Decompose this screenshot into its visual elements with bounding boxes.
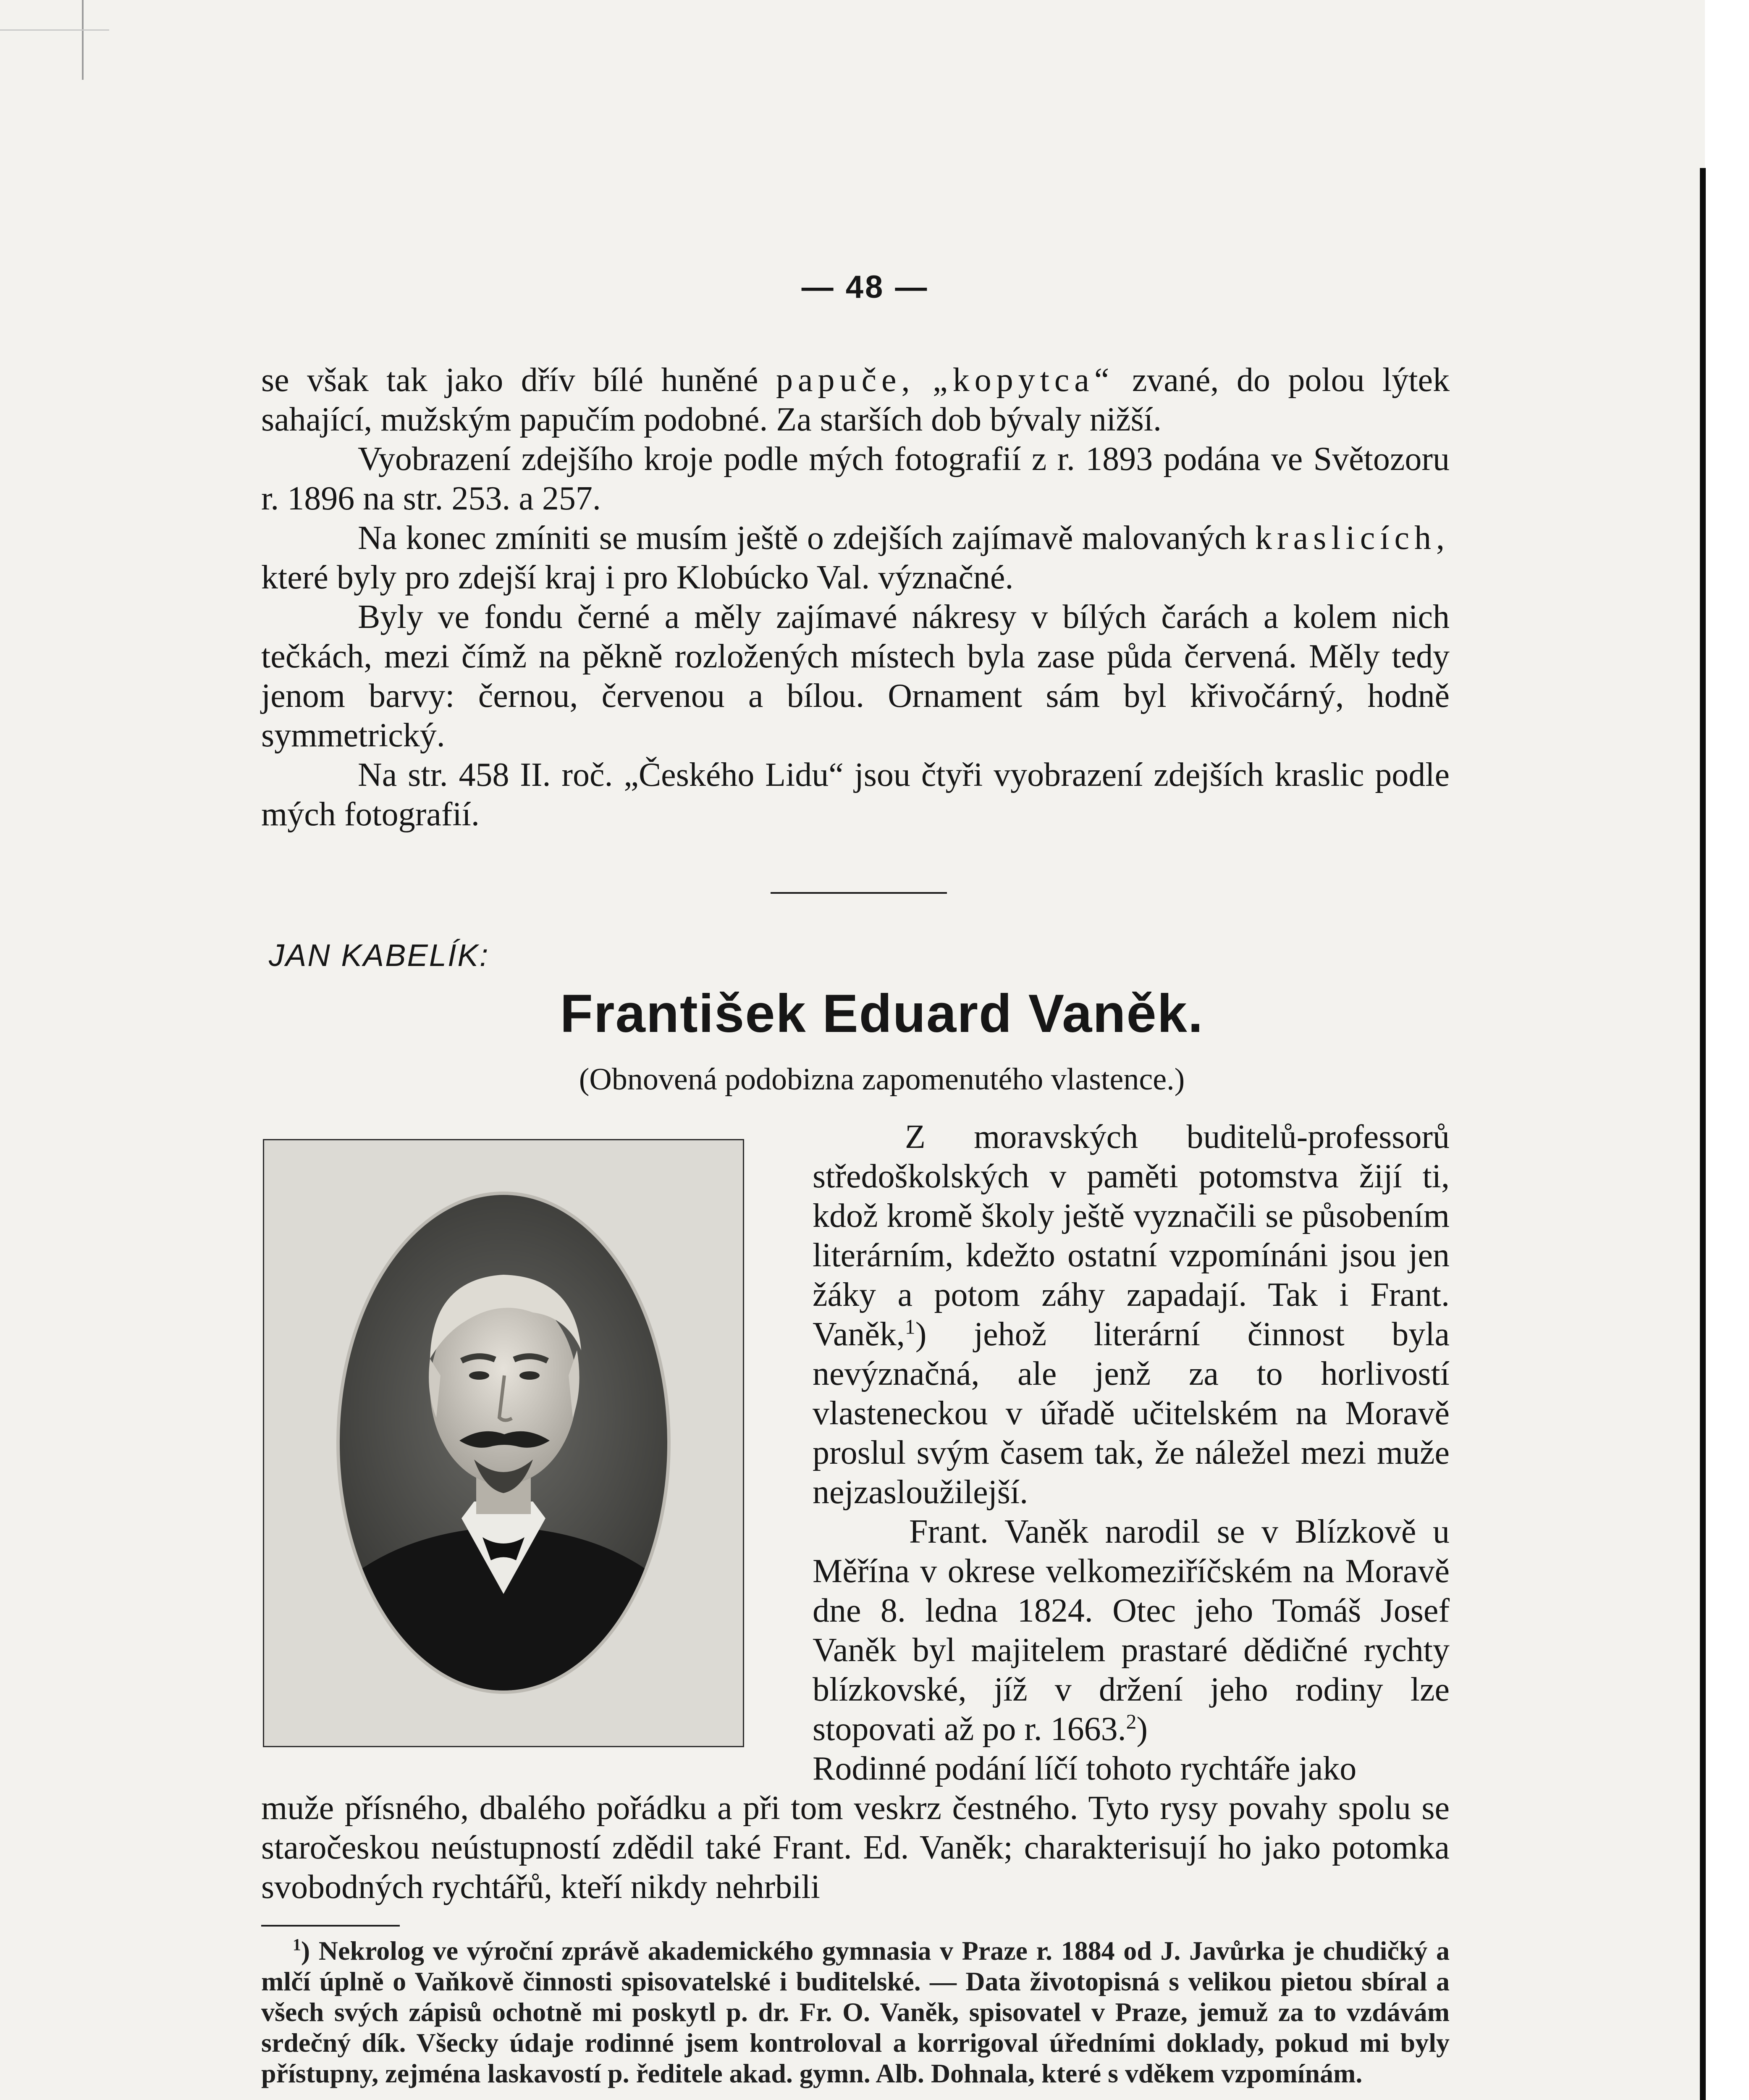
footnote-ref[interactable]: 1 (905, 1315, 915, 1339)
intro-paragraph-4: Byly ve fondu černé a měly zajímavé nákresy v bílých čarách a kolem nich tečkách, mezi čímž na pěkně rozložených místech byla zase půda červená. Měly tedy jenom barvy: černou, červenou a bílou. Ornament sám byl křivočárný, hodně symmetrický. (261, 598, 1450, 754)
text-run: zvané, do polou lýtek sahající, mužským papučím podobné. Za starších dob bývaly nižší. (261, 362, 1450, 438)
spaced-word: papuče, (776, 362, 915, 399)
author-name: JAN KABELÍK: (269, 938, 490, 973)
text-run: Z moravských buditelů-professorů středoškolských v paměti potomstva žijí ti, kdož kromě školy ještě vyznačili se působením literárním, kdežto ostatní vzpomínáni jsou jen žáky a potom záhy zapadají. Tak i Frant. Vaněk, (813, 1118, 1450, 1353)
footnote-rule (261, 1925, 400, 1927)
column-paragraph-3: Rodinné podání líčí tohoto rychtáře jako (813, 1750, 1357, 1787)
text-run (915, 362, 933, 399)
text-run: Na konec zmíniti se musím ještě o zdejších zajímavě malovaných (358, 520, 1256, 556)
spaced-word: kraslicích, (1255, 520, 1450, 556)
body-paragraph: muže přísného, dbalého pořádku a při tom veskrz čestného. Tyto rysy povahy spolu se staročeskou neústupností zdědil také Frant. Ed. Vaněk; charakterisují ho jako potomka svobodných rychtářů, kteří nikdy nehrbili (261, 1790, 1450, 1906)
article-subtitle: (Obnovená podobizna zapomenutého vlastence.) (579, 1062, 1185, 1097)
page-margin (1705, 0, 1749, 2100)
footnote-mark: 1 (293, 1935, 301, 1954)
text-run: které byly pro zdejší kraj i pro Klobúcko Val. význačné. (261, 559, 1014, 596)
footnote-1 (261, 1935, 1450, 2089)
column-paragraph-1 (813, 1117, 1450, 1512)
intro-paragraph-2: Vyobrazení zdejšího kroje podle mých fotografií z r. 1893 podána ve Světozoru r. 1896 na str. 253. a 257. (261, 441, 1450, 517)
article-title: František Eduard Vaněk. (560, 984, 1204, 1044)
intro-paragraph-3 (261, 518, 1450, 597)
spaced-word: „kopytca“ (933, 362, 1114, 399)
column-paragraph-2 (813, 1512, 1450, 1749)
portrait-illustration (264, 1140, 743, 1746)
section-divider (771, 892, 947, 894)
scan-artifact (0, 29, 109, 31)
text-run: Frant. Vaněk narodil se v Blízkově u Měřína v okrese velkomeziříčském na Moravě dne 8. ledna 1824. Otec jeho Tomáš Josef Vaněk byl majitelem prastaré dědičné rychty blízkovské, jíž v držení jeho rodiny lze stopovati až po r. 1663. (813, 1513, 1450, 1748)
text-run: ) jehož literární činnost byla nevýznačná, ale jenž za to horlivostí vlasteneckou v úřadě učitelském na Moravě proslul svým časem tak, že náležel mezi muže nejzasloužilejší. (813, 1316, 1450, 1511)
footnote-text: ) Nekrolog ve výroční zprávě akademického gymnasia v Praze r. 1884 od J. Javůrka je chudičký a mlčí úplně o Vaňkově činnosti spisovatelské i buditelské. — Data životopisná s velikou pietou sbíral a všech svých zápisů ochotně mi poskytl p. dr. Fr. O. Vaněk, spisovatel v Praze, jemuž za to vzdávám srdečný dík. Všecky údaje rodinné jsem kontroloval a korrigoval úředními doklady, pokud mi byly přístupny, zejména laskavostí p. ředitele akad. gymn. Alb. Dohnala, které s vděkem vzpomínám. (261, 1936, 1450, 2088)
footnote-ref[interactable]: 2 (1126, 1710, 1137, 1733)
text-run: ) (1136, 1711, 1148, 1748)
page-number: — 48 — (801, 269, 929, 305)
portrait-photo (263, 1139, 744, 1747)
intro-paragraph-5: Na str. 458 II. roč. „Českého Lidu“ jsou čtyři vyobrazení zdejších kraslic podle mých fotografií. (261, 756, 1450, 833)
intro-paragraph-1 (261, 360, 1450, 439)
scan-artifact (82, 0, 84, 80)
page-edge-shadow (1700, 168, 1706, 2100)
text-run: se však tak jako dřív bílé huněné (261, 362, 776, 399)
